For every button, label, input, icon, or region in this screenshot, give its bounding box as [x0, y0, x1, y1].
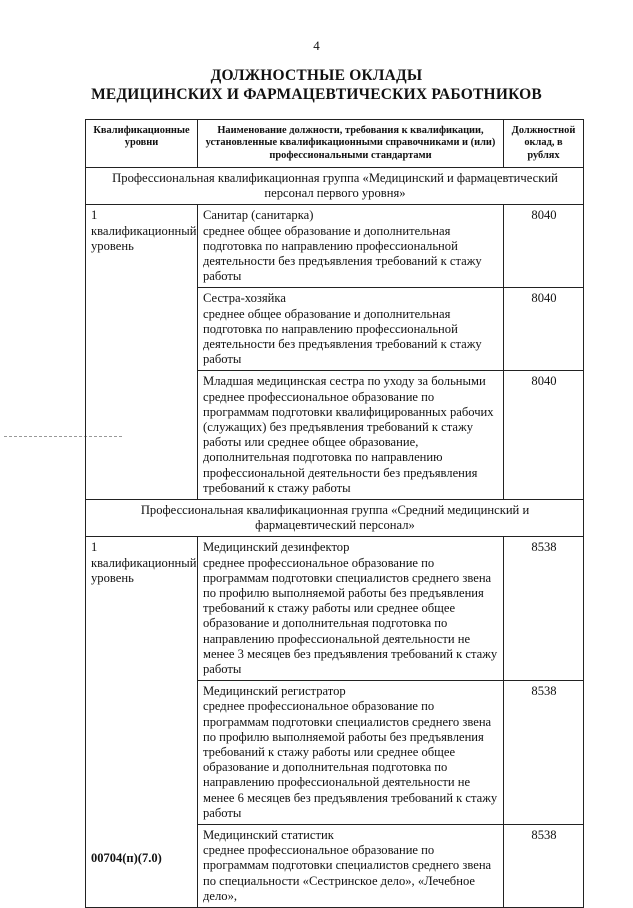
position-cell	[198, 205, 504, 288]
page-number: 4	[313, 38, 320, 53]
title-line-2: МЕДИЦИНСКИХ И ФАРМАЦЕВТИЧЕСКИХ РАБОТНИКОВ	[91, 86, 542, 103]
header-qualification-levels: Квалификационные уровни	[86, 120, 198, 168]
document-title	[0, 66, 633, 104]
salary-value: 8538	[504, 537, 584, 681]
position-cell	[198, 537, 504, 681]
qualification-level: 1 квалификационный уровень	[86, 205, 198, 500]
position-requirements: среднее общее образование и дополнительная подготовка по направлению профессиональной деятельности без предъявления требований к стажу работы	[203, 223, 482, 284]
position-title: Санитар (санитарка)	[203, 208, 314, 223]
qualification-level: 1 квалификационный уровень	[86, 537, 198, 908]
salary-table	[85, 119, 584, 908]
salary-value: 8538	[504, 681, 584, 825]
group-header-row	[86, 499, 584, 536]
position-requirements: среднее профессиональное образование по программам подготовки квалифицированных рабочих (служащих) без предъявления требований к стажу работы или среднее общее образование, дополнительная подготовка по направлению профессиональной деятельности без предъявления требований к стажу работы	[203, 389, 494, 495]
position-requirements: среднее профессиональное образование по программам подготовки специалистов среднего звена по специальности «Сестринское дело», «Лечебное дело»,	[203, 843, 492, 903]
salary-value: 8040	[504, 205, 584, 288]
table-row	[86, 205, 584, 288]
document-code: 00704(п)(7.0)	[91, 851, 162, 865]
table-header-row	[86, 120, 584, 168]
position-title: Сестра-хозяйка	[203, 291, 286, 306]
position-cell	[198, 681, 504, 825]
header-salary: Должностной оклад, в рублях	[504, 120, 584, 168]
header-position-requirements: Наименование должности, требования к квалификации, установленные квалификационными справочниками и (или) профессиональными стандартами	[198, 120, 504, 168]
group-title: Профессиональная квалификационная группа «Медицинский и фармацевтический персонал первого уровня»	[86, 167, 584, 204]
position-cell	[198, 371, 504, 500]
salary-value: 8040	[504, 371, 584, 500]
group-header-row	[86, 167, 584, 204]
position-requirements: среднее профессиональное образование по программам подготовки специалистов среднего звена по профилю выполняемой работы без предъявления требований к стажу работы или среднее общее образование и дополнительная подготовка по направлению профессиональной деятельности не менее 6 месяцев без предъявления требований к стажу работы	[203, 699, 498, 820]
position-cell	[198, 288, 504, 371]
position-title: Медицинский дезинфектор	[203, 540, 350, 555]
position-title: Медицинский статистик	[203, 828, 334, 843]
table-row	[86, 537, 584, 681]
position-title: Младшая медицинская сестра по уходу за больными	[203, 374, 486, 389]
position-requirements: среднее общее образование и дополнительная подготовка по направлению профессиональной деятельности без предъявления требований к стажу работы	[203, 306, 482, 367]
group-title: Профессиональная квалификационная группа «Средний медицинский и фармацевтический персонал»	[86, 499, 584, 536]
salary-value: 8040	[504, 288, 584, 371]
position-title: Медицинский регистратор	[203, 684, 346, 699]
salary-value: 8538	[504, 825, 584, 908]
position-cell	[198, 825, 504, 908]
title-line-1: ДОЛЖНОСТНЫЕ ОКЛАДЫ	[210, 67, 423, 84]
position-requirements: среднее профессиональное образование по программам подготовки специалистов среднего звена по профилю выполняемой работы без предъявления требований к стажу работы или среднее общее образование и дополнительная подготовка по направлению профессиональной деятельности не менее 3 месяцев без предъявления требований к стажу работы	[203, 555, 498, 676]
